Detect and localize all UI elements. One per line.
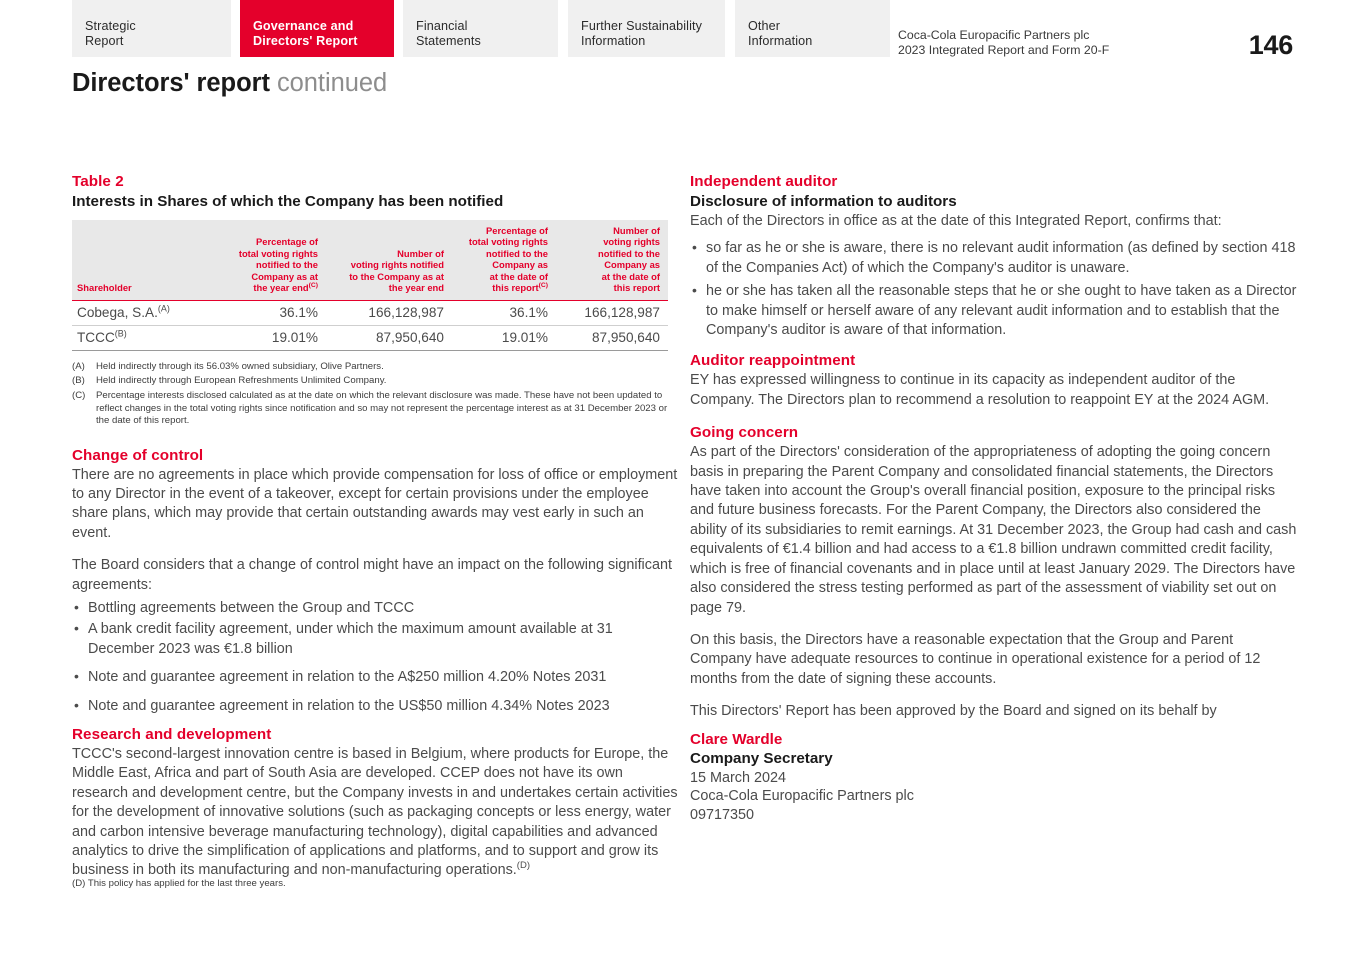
tab-further-sustainability-information[interactable] [568,0,725,57]
change-of-control-para-1: There are no agreements in place which provide compensation for loss of office or employment to any Director in the event of a takeover, except for certain provisions under the employee share plans, which may provide that certain outstanding awards may vest early in such an event. [72,466,678,541]
list-item: • he or she has taken all the reasonable steps that he or she ought to have taken as a Director to make himself or herself aware of any relevant audit information and to establish that the Company's auditor is aware of that information. [690,282,1298,340]
section-tab-bar [0,0,1365,57]
document-meta-report: 2023 Integrated Report and Form 20-F [898,43,1110,57]
right-column [690,172,1298,824]
footnote-d [72,878,286,890]
footnote-a [72,361,680,373]
list-item: • A bank credit facility agreement, under which the maximum amount available at 31 December 2023 was €1.8 billion [72,620,680,659]
tab-financial-statements[interactable] [403,0,558,57]
list-item: • Note and guarantee agreement in relation to the A$250 million 4.20% Notes 2031 [72,668,680,687]
tab-label-line1: Financial [416,19,468,33]
page-title [72,68,387,98]
tab-other-information[interactable] [735,0,890,57]
heading-going-concern: Going concern [690,424,799,442]
list-item: • Note and guarantee agreement in relation to the US$50 million 4.34% Notes 2023 [72,697,680,716]
tab-label-line2: Information [581,33,646,48]
cell-pct-report-date: 36.1% [452,300,556,325]
tab-label-line2: Report [85,33,124,48]
tab-label-line1: Strategic [85,19,136,33]
heading-research-and-development: Research and development [72,726,272,743]
table-header-num-year-end: Number of voting rights notified to the Company as at the year end [326,220,452,300]
going-concern-para-1: As part of the Directors' consideration of the appropriateness of adopting the going concern basis in preparing the Parent Company and consolidated financial statements, the Directors have taken into account the Group's overall financial position, exposure to the principal risks and future business forecasts. For the Parent Company, the Directors also considered the ability of its subsidiaries to remit earnings. At 31 December 2023, the Group had cash and cash equivalents of €1.4 billion and had access to a €1.8 billion undrawn committed credit facility, which is free of financial covenants and in place until at least January 2029. The Directors have also considered the stress testing performed as part of the assessment of viability set out on page 79. [690,444,1297,616]
footnote-text: Held indirectly through European Refreshments Unlimited Company. [96,375,387,387]
document-meta [898,28,1109,58]
table-row [72,325,668,350]
tab-label-line1: Other [748,19,781,33]
cell-pct-report-date: 19.01% [452,325,556,350]
heading-independent-auditor: Independent auditor [690,173,838,190]
page-number: 146 [1248,30,1293,60]
page-title-main: Directors' report [72,69,270,97]
cell-num-year-end: 87,950,640 [326,325,452,350]
subheading-disclosure-of-information-to-auditors: Disclosure of information to auditors [690,193,957,210]
cell-num-report-date: 87,950,640 [556,325,668,350]
interests-in-shares-table [72,220,668,351]
footnote-text: Held indirectly through its 56.03% owned subsidiary, Olive Partners. [96,360,384,372]
signature-block [690,730,1298,825]
footnote-label: (A) [72,360,85,372]
footnote-label: (D) [72,878,86,889]
cell-shareholder: $TCCC^{(B)}$ [72,325,212,350]
table-header-num-report-date: Number of voting rights notified to the Company as at the date of this report [556,220,668,300]
tab-label-line2: Directors' Report [253,33,358,48]
change-of-control-para-2: The Board considers that a change of control might have an impact on the following significant agreements: [72,557,672,593]
signatory-role: Company Secretary [690,750,833,768]
footnote-label: (C) [72,390,86,402]
signature-date: 15 March 2024 [690,769,786,786]
signature-company: Coca-Cola Europacific Partners plc [690,788,914,805]
tab-label-line2: Statements [416,33,481,48]
tab-strategic-report[interactable] [72,0,231,57]
tab-label-line2: Information [748,33,813,48]
change-of-control-bullets [72,599,680,716]
signature-registration-number: 09717350 [690,806,755,823]
table-row [72,300,668,325]
independent-auditor-bullets [690,239,1298,340]
tab-governance-and-directors-report[interactable] [240,0,394,57]
document-meta-company: Coca-Cola Europacific Partners plc [898,28,1090,42]
heading-change-of-control: Change of control [72,446,204,464]
table-label: Table 2 [72,173,124,190]
cell-pct-year-end: 36.1% [212,300,326,325]
independent-auditor-intro: Each of the Directors in office as at the date of this Integrated Report, confirms that: [690,213,1222,229]
table-footnotes [72,361,680,428]
table-header-pct-report-date: Percentage of total voting rights notified to the Company as at the date of this report$^{(C)}$ [452,220,556,300]
left-column [72,172,680,881]
going-concern-para-3: This Directors' Report has been approved by the Board and signed on its behalf by [690,703,1217,720]
table-header-row [72,220,668,300]
signatory-name: Clare Wardle [690,730,783,748]
footnote-label: (B) [72,375,85,387]
table-header-pct-year-end: Percentage of total voting rights notified to the Company as at the year end$^{(C)}$ [212,220,326,300]
footnote-b [72,375,680,387]
heading-auditor-reappointment: Auditor reappointment [690,352,856,370]
auditor-reappointment-para: EY has expressed willingness to continue in its capacity as independent auditor of the Company. The Directors plan to recommend a resolution to reappoint EY at the 2024 AGM. [690,372,1270,408]
page-title-continued: continued [276,69,388,97]
footnote-c [72,390,680,427]
tab-label-line1: Governance and [253,19,354,33]
table-header-shareholder: Shareholder [72,220,212,300]
list-item: • so far as he or she is aware, there is no relevant audit information (as defined by section 418 of the Companies Act) of which the Company's auditor is unaware. [690,239,1298,278]
table-caption: Interests in Shares of which the Company has been notified [72,193,504,210]
footnote-text: Percentage interests disclosed calculated as at the date on which the relevant disclosure was made. These have not been updated to reflect changes in the total voting rights since notification and so may not represent the percentage interest as at 31 December 2023 or the date of this report. [96,390,668,427]
tab-label-line1: Further Sustainability [581,19,703,33]
cell-shareholder: Cobega, S.A.$^{(A)}$ [72,300,212,325]
cell-num-report-date: 166,128,987 [556,300,668,325]
list-item: • Bottling agreements between the Group and TCCC [72,599,680,618]
research-and-development-para: TCCC's second-largest innovation centre is based in Belgium, where products for Europe, the Middle East, Africa and part of South Asia are developed. CCEP does not have its own research and development centre, but the Company invests in and undertakes certain activities for the development of innovative solutions (such as packaging concepts or less energy, water and carbon intensive beverage manufacturing technology), digital capabilities and advanced analytics to drive the simplification of applications and platforms, and to support and grow its business in both its manufacturing and non-manufacturing operations.$^{(D)}$ [72,746,678,879]
cell-num-year-end: 166,128,987 [326,300,452,325]
cell-pct-year-end: 19.01% [212,325,326,350]
going-concern-para-2: On this basis, the Directors have a reasonable expectation that the Group and Parent Company have adequate resources to continue in operational existence for a period of 12 months from the date of signing these accounts. [690,631,1261,687]
footnote-text: This policy has applied for the last three years. [87,878,286,889]
